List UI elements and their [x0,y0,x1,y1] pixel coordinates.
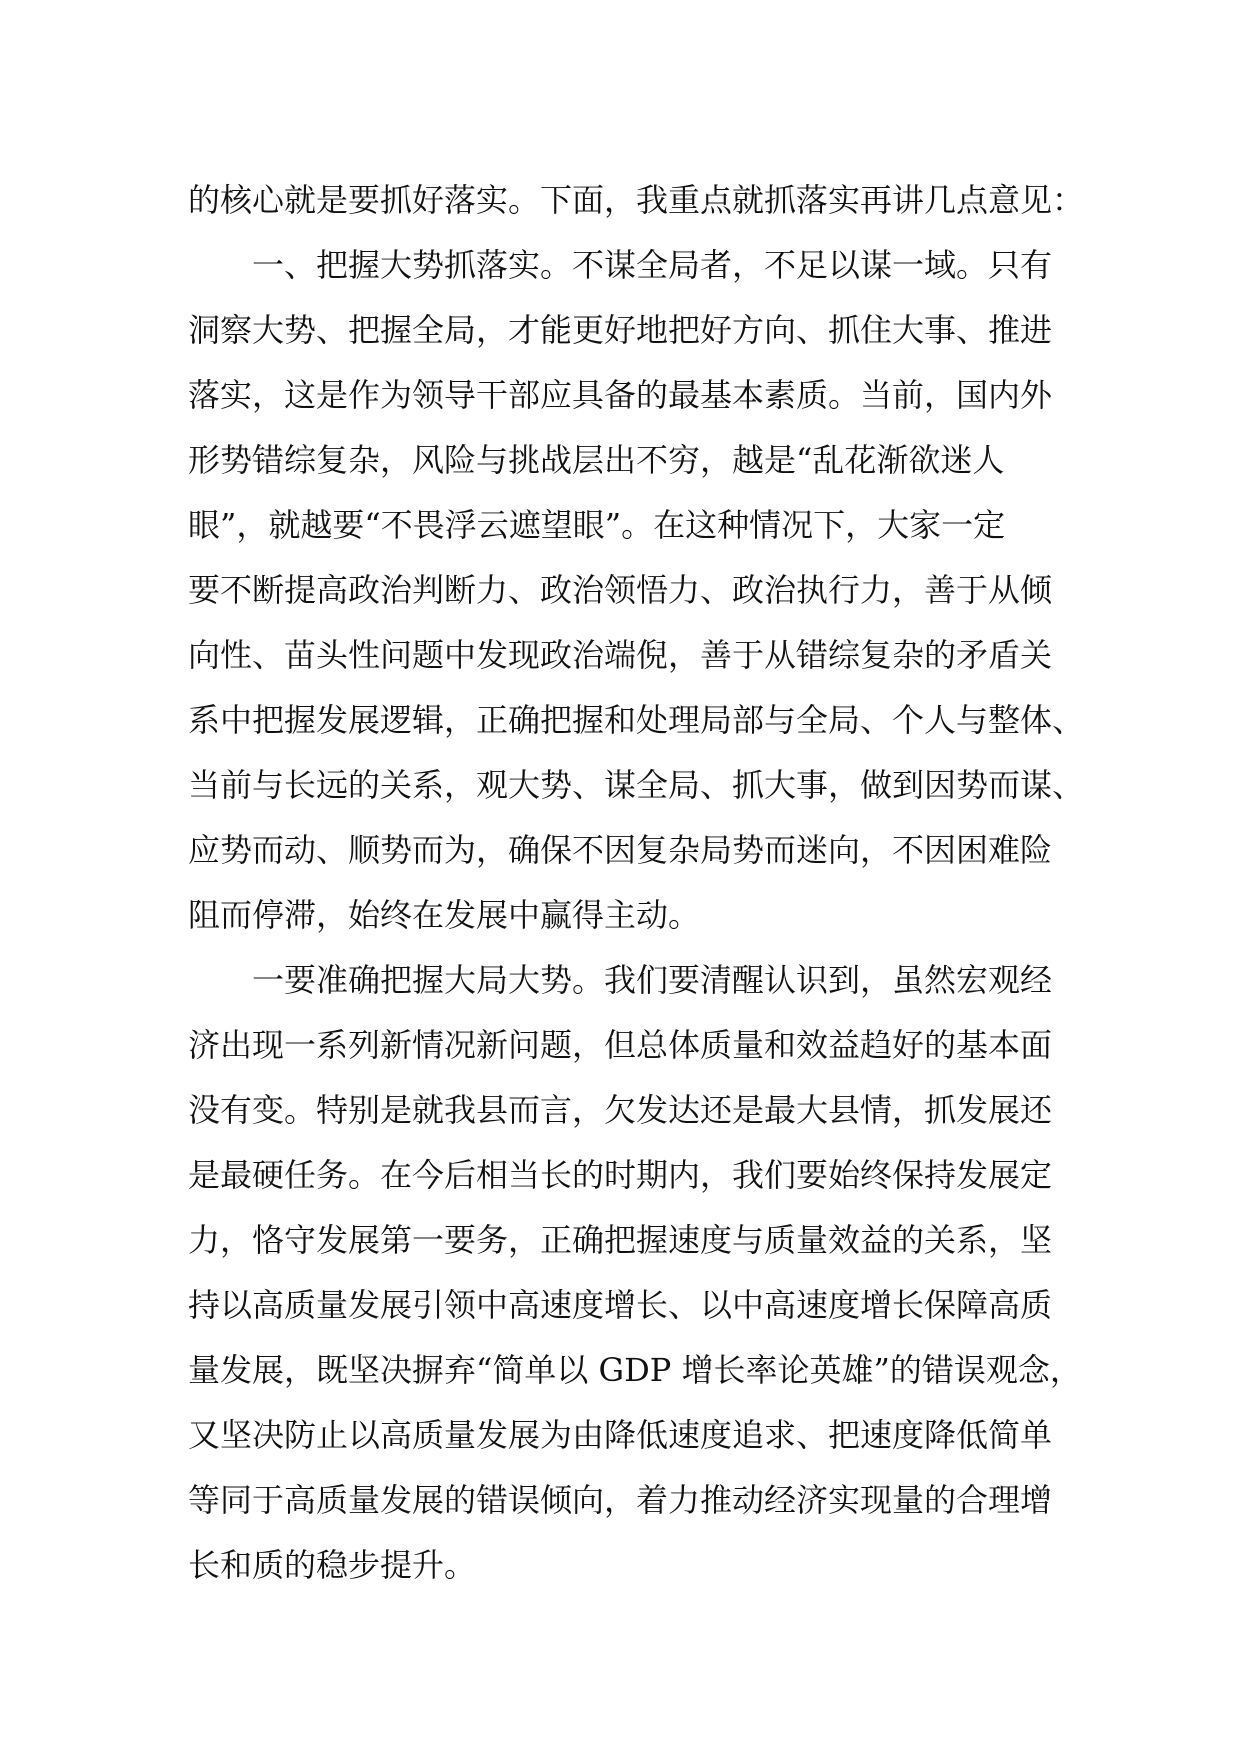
text-line: 应势而动、顺势而为，确保不因复杂局势而迷向，不因困难险 [188,831,1053,869]
text-line: 又坚决防止以高质量发展为由降低速度追求、把速度降低简单 [188,1416,1053,1454]
text-line: 的核心就是要抓好落实。下面，我重点就抓落实再讲几点意见： [188,181,1085,219]
text-line: 形势错综复杂，风险与挑战层出不穷，越是“乱花渐欲迷人 [188,441,1005,479]
text-line: 要不断提高政治判断力、政治领悟力、政治执行力，善于从倾 [188,571,1053,609]
text-line: 没有变。特别是就我县而言，欠发达还是最大县情，抓发展还 [188,1091,1053,1129]
paragraph-first-line: 一、把握大势抓落实。不谋全局者，不足以谋一域。只有 [252,246,1053,284]
text-line: 向性、苗头性问题中发现政治端倪，善于从错综复杂的矛盾关 [188,636,1053,674]
text-line: 济出现一系列新情况新问题，但总体质量和效益趋好的基本面 [188,1026,1053,1064]
text-line: 当前与长远的关系，观大势、谋全局、抓大事，做到因势而谋、 [188,766,1085,804]
text-line: 等同于高质量发展的错误倾向，着力推动经济实现量的合理增 [188,1481,1053,1519]
text-line: 持以高质量发展引领中高速度增长、以中高速度增长保障高质 [188,1286,1053,1324]
text-line: 长和质的稳步提升。 [188,1546,477,1584]
text-line: 是最硬任务。在今后相当长的时期内，我们要始终保持发展定 [188,1156,1053,1194]
text-line: 阻而停滞，始终在发展中赢得主动。 [188,896,701,934]
text-line: 系中把握发展逻辑，正确把握和处理局部与全局、个人与整体、 [188,701,1085,739]
document-body [188,168,1093,1598]
text-line: 眼”，就越要“不畏浮云遮望眼”。在这种情况下，大家一定 [188,506,1006,544]
text-line: 力，恪守发展第一要务，正确把握速度与质量效益的关系，坚 [188,1221,1053,1259]
text-line: 落实，这是作为领导干部应具备的最基本素质。当前，国内外 [188,376,1053,414]
text-line: 量发展，既坚决摒弃“简单以 GDP 增长率论英雄”的错误观念， [188,1351,1082,1389]
text-line: 洞察大势、把握全局，才能更好地把好方向、抓住大事、推进 [188,311,1053,349]
paragraph-first-line: 一要准确把握大局大势。我们要清醒认识到，虽然宏观经 [252,961,1053,999]
